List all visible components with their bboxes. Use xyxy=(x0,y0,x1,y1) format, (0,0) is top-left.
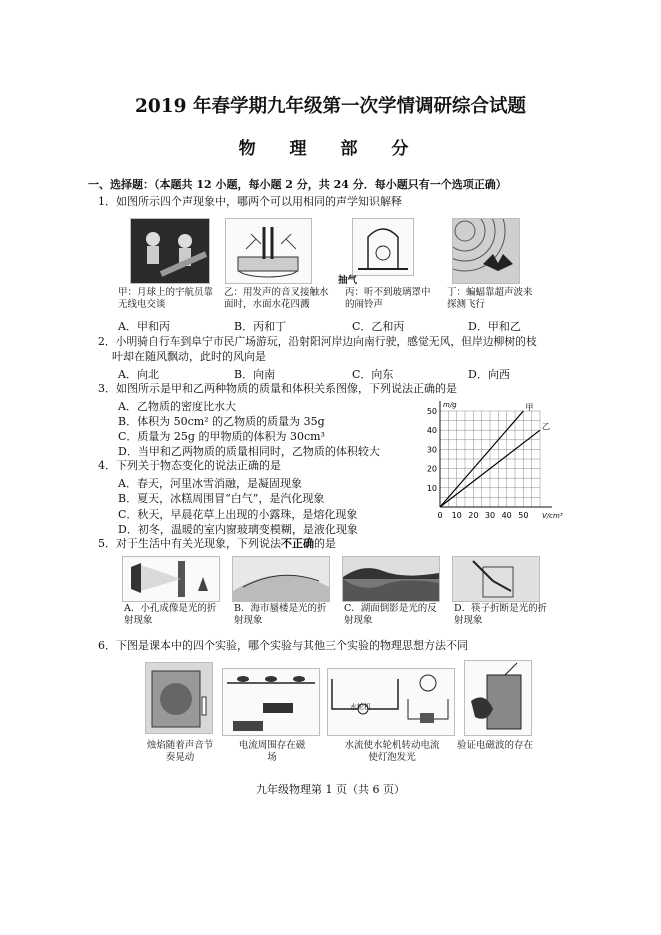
exam-title: 2019 年春学期九年级第一次学情调研综合试题 xyxy=(135,96,526,117)
q5-caption-c: C．湖面倒影是光的反射现象 xyxy=(344,603,437,626)
section1-rule: （本题共 12 小题，每小题 2 分，共 24 分．每小题只有一个选项正确） xyxy=(154,178,507,191)
q4-option-a[interactable]: A．春天，河里冰雪消融，是凝固现象 xyxy=(118,477,302,490)
y-tick-label: 10 xyxy=(426,483,437,493)
q1-option-d[interactable]: D．甲和乙 xyxy=(468,320,521,333)
q6-caption-b: 电流周围存在磁场 xyxy=(238,740,306,763)
q5-caption-a: A．小孔成像是光的折射现象 xyxy=(124,603,217,626)
q1-image-astronauts xyxy=(130,218,210,284)
q6-image-oersted xyxy=(222,668,320,736)
y-axis-label: m/g xyxy=(443,401,457,409)
q1-caption-c: 丙：听不到玻璃罩中的闹铃声 xyxy=(345,287,431,310)
q6-image-radio xyxy=(464,660,532,736)
y-tick-label: 40 xyxy=(426,426,437,436)
q5-image-reflection xyxy=(342,556,440,602)
q3-option-d[interactable]: D．当甲和乙两物质的质量相同时，乙物质的体积较大 xyxy=(118,445,380,458)
x-tick-label: 50 xyxy=(518,511,529,520)
speaker-candle-illustration xyxy=(146,663,212,733)
q4-option-d[interactable]: D．初冬，温暖的室内窗玻璃变模糊，是液化现象 xyxy=(118,523,358,536)
section1-prefix: 一、选择题： xyxy=(88,178,154,191)
q6-stem: 6．下图是课本中的四个实验，哪个实验与其他三个实验的物理思想方法不同 xyxy=(98,639,468,652)
bell-jar-illustration xyxy=(353,219,413,275)
section-subtitle: 物 理 部 分 xyxy=(238,139,423,159)
q2-option-d[interactable]: D．向西 xyxy=(468,368,510,381)
bat-illustration xyxy=(453,219,519,283)
x-tick-label: 30 xyxy=(484,511,496,520)
q3-stem: 3．如图所示是甲和乙两种物质的质量和体积关系图像，下列说法正确的是 xyxy=(98,382,457,395)
q1-caption-b: 乙：用发声的音叉接触水面时，水面水花四溅 xyxy=(224,287,329,310)
q2-option-a[interactable]: A．向北 xyxy=(118,368,159,381)
turbine-circuit-illustration xyxy=(328,669,454,735)
q2-line2: 叶却在随风飘动，此时的风向是 xyxy=(112,350,266,363)
q5-caption-b: B．海市蜃楼是光的折射现象 xyxy=(234,603,327,626)
q5-image-pinhole xyxy=(122,556,220,602)
series-label-yi: 乙 xyxy=(542,422,550,432)
q1-stem: 1．如图所示四个声现象中，哪两个可以用相同的声学知识解释 xyxy=(98,195,402,208)
q5-image-mirage xyxy=(232,556,330,602)
chopsticks-illustration xyxy=(453,557,539,601)
x-tick-label: 40 xyxy=(501,511,512,520)
x-tick-label: 10 xyxy=(451,511,462,520)
q2-line1: 2．小明骑自行车到阜宁市民广场游玩，沿射阳河岸边向南行驶，感觉无风，但岸边柳树的枝 xyxy=(98,335,537,348)
y-tick-label: 50 xyxy=(426,407,437,416)
mass-volume-chart xyxy=(420,395,570,525)
q4-option-b[interactable]: B．夏天，冰糕周围冒“白气”，是汽化现象 xyxy=(118,492,325,505)
q1-option-c[interactable]: C．乙和丙 xyxy=(352,320,405,333)
q2-option-b[interactable]: B．向南 xyxy=(234,368,276,381)
x-tick-label: 0 xyxy=(437,511,443,520)
q5-stem-suffix: 的是 xyxy=(314,537,336,550)
q6-caption-d: 验证电磁波的存在 xyxy=(456,740,533,751)
q5-stem-prefix: 5．对于生活中有关光现象，下列说法 xyxy=(98,537,281,550)
q3-option-c[interactable]: C．质量为 25g 的甲物质的体积为 30cm³ xyxy=(118,430,325,443)
astronauts-illustration xyxy=(131,219,209,283)
q1-image-bell-jar xyxy=(352,218,414,276)
turbine-label: 水轮机 xyxy=(350,703,371,711)
y-tick-label: 30 xyxy=(426,445,437,455)
reflection-illustration xyxy=(343,557,439,601)
q3-option-a[interactable]: A．乙物质的密度比水大 xyxy=(118,400,236,413)
pinhole-illustration xyxy=(123,557,219,601)
q5-stem-bold: 不正确 xyxy=(281,537,314,550)
q1-option-b[interactable]: B．丙和丁 xyxy=(234,320,287,333)
q1-caption-a: 甲：月球上的宇航员靠无线电交谈 xyxy=(118,287,214,310)
x-tick-label: 20 xyxy=(468,511,479,520)
q1-image-tuning-fork xyxy=(225,218,312,284)
y-tick-label: 20 xyxy=(426,464,437,474)
q6-caption-a: 烛焰随着声音节奏晃动 xyxy=(146,740,214,763)
q1-option-a[interactable]: A．甲和丙 xyxy=(118,320,170,333)
q5-image-chopsticks xyxy=(452,556,540,602)
series-label-jia: 甲 xyxy=(525,403,534,412)
q4-stem: 4．下列关于物态变化的说法正确的是 xyxy=(98,459,281,472)
pump-label: 抽气 xyxy=(338,275,358,286)
q3-option-b[interactable]: B．体积为 50cm² 的乙物质的质量为 35g xyxy=(118,415,325,428)
radio-illustration xyxy=(465,661,531,735)
q6-image-speaker-candle xyxy=(145,662,213,734)
page-footer: 九年级物理第 1 页（共 6 页） xyxy=(256,783,405,796)
x-axis-label: V/cm³ xyxy=(542,512,563,520)
section1-heading xyxy=(88,176,507,192)
q2-option-c[interactable]: C．向东 xyxy=(352,368,394,381)
q6-image-turbine-circuit xyxy=(327,668,455,736)
q1-caption-d: 丁：蝙蝠靠超声波来探测飞行 xyxy=(447,287,533,310)
q4-option-c[interactable]: C．秋天，早晨花草上出现的小露珠，是熔化现象 xyxy=(118,508,358,521)
q5-stem xyxy=(98,537,336,551)
q6-caption-c: 水流使水轮机转动电流使灯泡发光 xyxy=(344,740,440,763)
tuning-fork-illustration xyxy=(226,219,311,283)
mirage-illustration xyxy=(233,557,329,601)
q1-image-bat xyxy=(452,218,520,284)
oersted-illustration xyxy=(223,669,319,735)
q5-caption-d: D．筷子折断是光的折射现象 xyxy=(454,603,548,626)
